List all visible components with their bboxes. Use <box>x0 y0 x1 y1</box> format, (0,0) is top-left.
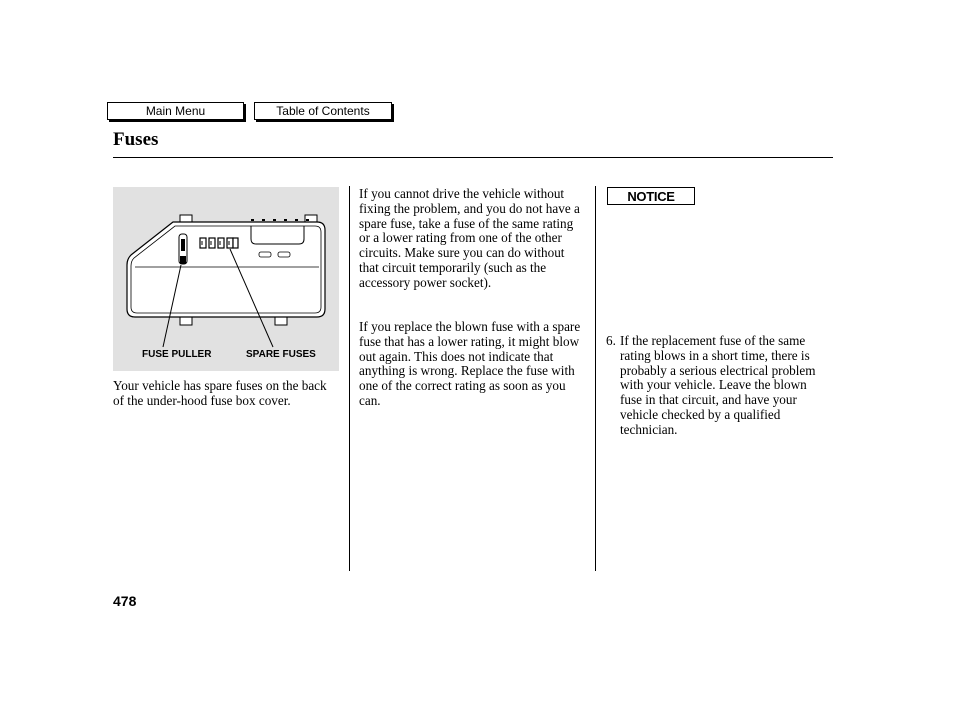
fuse-box-cover-illustration <box>113 187 339 371</box>
notice-badge: NOTICE <box>607 187 695 205</box>
fuse-puller-tip <box>180 256 186 264</box>
step-text: If the replacement fuse of the same rating blows in a short time, there is probably a serious electrical problem with your vehicle. Leave the blown fuse in that circuit, and have your vehicle checked by a qualified technician. <box>620 333 816 437</box>
spare-fuses <box>200 238 238 248</box>
cover-outline <box>127 222 325 317</box>
bottom-left-tab <box>180 317 192 325</box>
figure-caption: Your vehicle has spare fuses on the back of the under-hood fuse box cover. <box>113 378 327 408</box>
column-divider-2 <box>595 186 596 571</box>
spare-fuses-label: SPARE FUSES <box>246 349 316 360</box>
table-of-contents-button[interactable]: Table of Contents <box>254 102 392 120</box>
paragraph-no-spare-fuse: If you cannot drive the vehicle without fixing the problem, and you do not have a spare fuse, take a fuse of the same rating or a lower rating from one of the other circuits. Make sure you can do without that circuit temporarily (such as the accessory power socket). <box>359 186 580 290</box>
title-rule <box>113 157 833 158</box>
column-divider-1 <box>349 186 350 571</box>
fuse-puller-label: FUSE PULLER <box>142 349 212 360</box>
page-title: Fuses <box>113 129 159 150</box>
bottom-right-tab <box>275 317 287 325</box>
fuse-box-figure <box>113 187 339 371</box>
step-number: 6. <box>606 333 616 348</box>
page-number: 478 <box>113 593 137 609</box>
main-menu-button[interactable]: Main Menu <box>107 102 244 120</box>
fuse-puller-grip <box>181 239 185 251</box>
paragraph-lower-rating: If you replace the blown fuse with a spare fuse that has a lower rating, it might blow out again. This does not indicate that anything is wrong. Replace the fuse with one of the correct rating as soon as you can. <box>359 319 581 408</box>
